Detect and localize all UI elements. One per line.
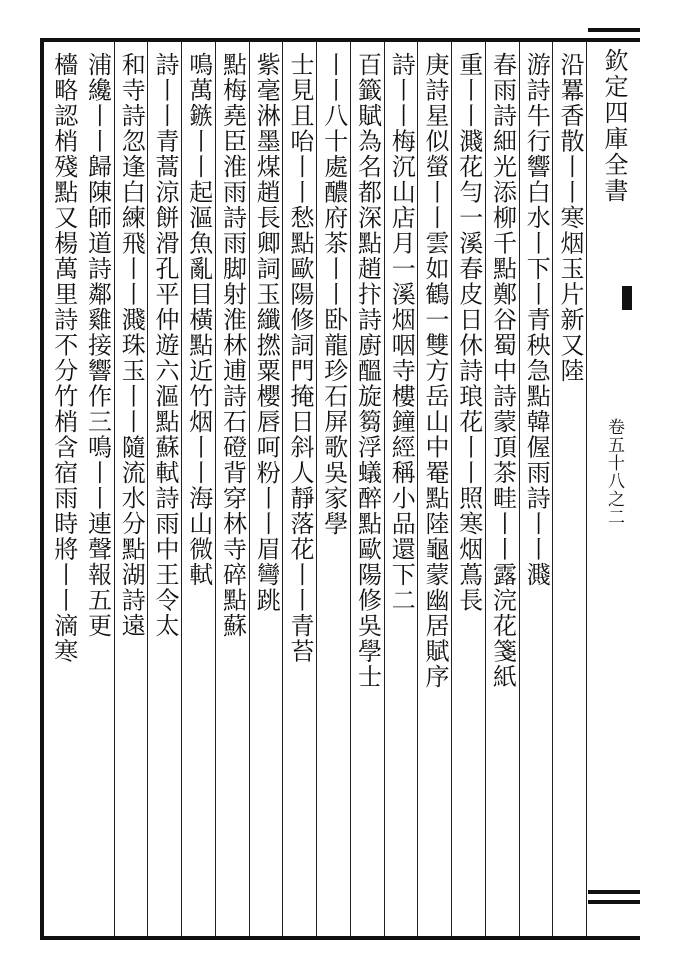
text-column-10: 紫毫淋墨煤趙長卿詞玉纖撚粟櫻唇呵粉丨丨眉彎跳 — [252, 52, 281, 613]
text-column-6: 詩丨丨梅沉山店月一溪烟咽寺樓鐘經稱小品還下二 — [387, 52, 416, 613]
text-column-2: 游詩牛行響白水丨下丨青秧急點韓偓雨詩丨丨濺 — [522, 52, 551, 588]
text-column-13: 詩丨丨青蒿涼餅滑孔平仲遊六漚點蘇軾詩雨中王令太 — [151, 52, 179, 639]
volume-label: 卷五十八之二 — [604, 418, 624, 526]
margin-tab-top — [588, 28, 640, 42]
margin-header — [596, 48, 632, 928]
text-column-12: 鳴萬鏃丨丨起漚魚亂目橫點近竹烟丨丨海山微軾 — [184, 52, 213, 588]
column-rule — [586, 42, 587, 936]
text-column-7: 百籤賦為名都深點趙抃詩廚醞旋篘浮蟻醉點歐陽修吳學士 — [353, 52, 382, 690]
text-column-1: 沿羃香散丨丨寒烟玉片新又陸 — [556, 52, 584, 384]
text-column-11: 點梅堯臣淮雨詩雨脚射淮林逋詩石磴背穿林寺碎點蘇 — [218, 52, 247, 639]
book-title: 欽定四庫全書 — [600, 48, 628, 204]
text-column-3: 春雨詩細光添柳千點鄭谷蜀中詩蒙頂茶畦丨丨露浣花箋紙 — [488, 52, 517, 690]
text-column-5: 庚詩星似螢丨丨雲如鶴一雙方岳山中罨點陸龜蒙幽居賦序 — [421, 52, 449, 690]
text-column-14: 和寺詩忽逢白練飛丨丨濺珠玉丨丨隨流水分點湖詩遠 — [117, 52, 146, 639]
text-column-15: 浦纔丨丨歸陳師道詩鄰雞接響作三鳴丨丨連聲報五更 — [83, 52, 112, 639]
text-column-8: 丨丨八十處醲府茶丨丨卧龍珍石屏歌吳家學 — [319, 52, 348, 537]
text-column-16: 檣略認梢殘點又楊萬里詩不分竹梢含宿雨時將丨丨滴寒 — [49, 52, 78, 664]
text-column-9: 士見且咍丨丨愁點歐陽修詞門掩日斜人靜落花丨丨青苔 — [286, 52, 314, 664]
text-column-4: 重丨丨濺花勻一溪春皮日休詩琅花丨丨照寒烟蔦長 — [454, 52, 483, 613]
